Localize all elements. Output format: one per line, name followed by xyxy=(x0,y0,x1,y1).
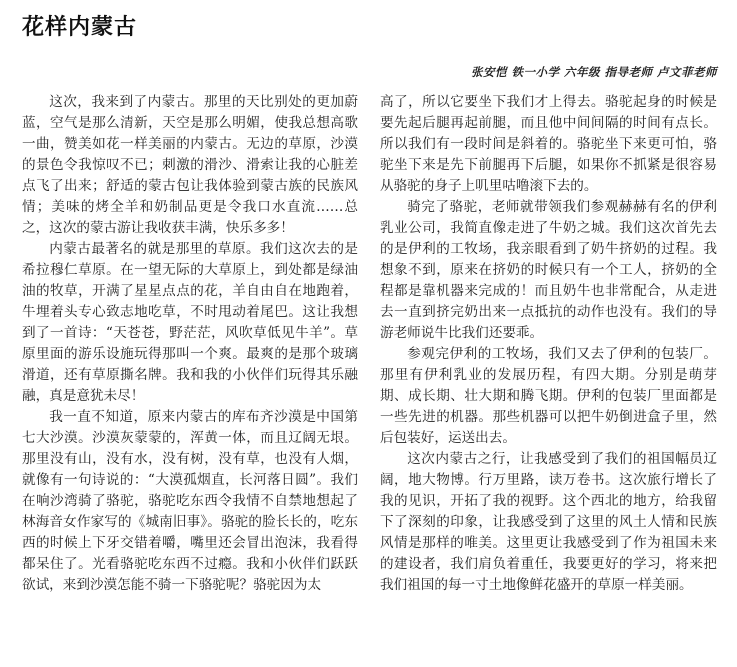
paragraph: 参观完伊利的工牧场，我们又去了伊利的包装厂。那里有伊利乳业的发展历程，有四大期。分别是萌芽期、成长期、壮大期和腾飞期。伊利的包装厂里面都是一些先进的机器。那些机器可以把牛奶倒进盒子里，然后包装好，运送出去。 xyxy=(380,346,717,446)
left-column xyxy=(22,92,358,596)
author-byline: 张安恺 铁一小学 六年级 指导老师 卢文菲老师 xyxy=(470,65,717,79)
paragraph: 内蒙古最著名的就是那里的草原。我们这次去的是希拉穆仁草原。在一望无际的大草原上，到处都是绿油油的牧草，开满了星星点点的花，羊自由自在地跑着，牛埋着头专心致志地吃草，不时甩动着尾巴。这让我想到了一首诗：“天苍苍，野茫茫，风吹草低见牛羊”。草原里面的游乐设施玩得那叫一个爽。最爽的是那个玻璃滑道，还有草原撕名牌。我和我的小伙伴们玩得其乐融融，真是意犹未尽！ xyxy=(22,241,358,404)
right-column xyxy=(380,92,717,596)
paragraph: 这次内蒙古之行，让我感受到了我们的祖国幅员辽阔，地大物博。行万里路，读万卷书。这次旅行增长了我的见识，开拓了我的视野。这个西北的地方，给我留下了深刻的印象，让我感受到了这里的风土人情和民族风情是那样的唯美。这里更让我感受到了作为祖国未来的建设者，我们肩负着重任，我要更好的学习，将来把我们祖国的每一寸土地像鲜花盛开的草原一样美丽。 xyxy=(380,451,717,593)
article-title: 花样内蒙古 xyxy=(22,14,138,40)
paragraph-continued: 高了，所以它要坐下我们才上得去。骆驼起身的时候是要先起后腿再起前腿，而且他中间间隔的时间有点长。所以我们有一段时间是斜着的。骆驼坐下来更可怕，骆驼坐下来是先下前腿再下后腿，如果你不抓紧是很容易从骆驼的身子上叽里咕噜滚下去的。 xyxy=(380,94,717,194)
paragraph: 骑完了骆驼，老师就带领我们参观赫赫有名的伊利乳业公司，我简直像走进了牛奶之城。我们这次首先去的是伊利的工牧场，我亲眼看到了奶牛挤奶的过程。我想象不到，原来在挤奶的时候只有一个工人，挤奶的全程都是靠机器来完成的！而且奶牛也非常配合，从走进去一直到挤完奶出来一点抵抗的动作也没有。我们的导游老师说牛比我们还要乖。 xyxy=(380,199,717,341)
paragraph: 这次，我来到了内蒙古。那里的天比别处的更加蔚蓝，空气是那么清新，天空是那么明媚，使我总想高歌一曲，赞美如花一样美丽的内蒙古。无边的草原，沙漠的景色令我惊叹不已；刺激的滑沙、滑索让我的心脏差点飞了出来；舒适的蒙古包让我体验到蒙古族的民族风情；美味的烤全羊和奶制品更是令我口水直流……总之，这次的蒙古游让我收获丰满，快乐多多！ xyxy=(22,94,358,236)
paragraph: 我一直不知道，原来内蒙古的库布齐沙漠是中国第七大沙漠。沙漠灰蒙蒙的，浑黄一体，而且辽阔无垠。那里没有山，没有水，没有树，没有草，也没有人烟，就像有一句诗说的：“大漠孤烟直，长河落日圆”。我们在响沙湾骑了骆驼，骆驼吃东西令我情不自禁地想起了林海音女作家写的《城南旧事》。骆驼的脸长长的，吃东西的时候上下牙交错着嚼，嘴里还会冒出泡沫，我看得都呆住了。光看骆驼吃东西不过瘾。我和小伙伴们跃跃欲试，来到沙漠怎能不骑一下骆驼呢？骆驼因为太 xyxy=(22,409,358,593)
